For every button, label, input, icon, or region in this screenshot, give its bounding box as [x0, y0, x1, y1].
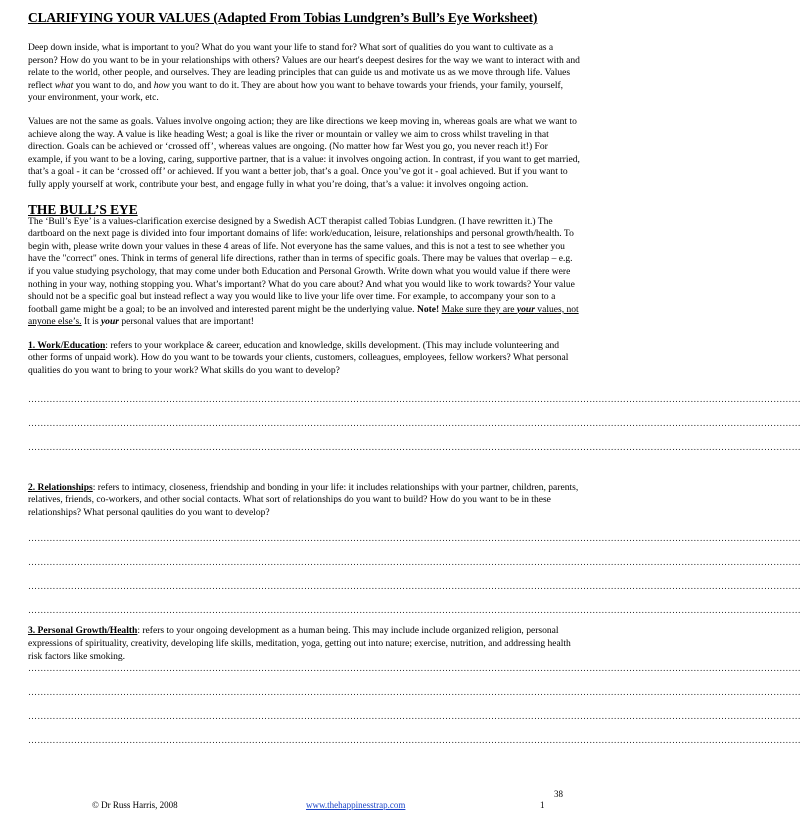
- work-answer-line-3[interactable]: ………………………………………………………………………………………………………………………………………………………………………………………………………………………………: [28, 441, 801, 452]
- relationships-answer-lines: [28, 533, 801, 616]
- personal-growth-section: 3. Personal Growth/Health: refers to your ongoing development as a human being. This may include include organized religion, personal expressions of spirituality, creativity, developing life skills, meditation, yoga, getting out into nature; exercise, nutrition, and addressing health risk factors like smoking.: [28, 625, 571, 662]
- relationships-answer-line-1[interactable]: ………………………………………………………………………………………………………………………………………………………………………………………………………………………………: [28, 533, 801, 544]
- personal-growth-heading: 3. Personal Growth/Health: [28, 625, 138, 637]
- work-answer-line-1[interactable]: ………………………………………………………………………………………………………………………………………………………………………………………………………………………………: [28, 393, 801, 404]
- work-education-heading: 1. Work/Education: [28, 339, 106, 351]
- relationships-heading: 2. Relationships: [28, 481, 93, 493]
- footer-website-link[interactable]: www.thehappinesstrap.com: [306, 800, 406, 810]
- growth-answer-line-2[interactable]: ………………………………………………………………………………………………………………………………………………………………………………………………………………………………: [28, 687, 801, 698]
- growth-answer-line-4[interactable]: ………………………………………………………………………………………………………………………………………………………………………………………………………………………………: [28, 735, 801, 746]
- intro-paragraph-values: Deep down inside, what is important to you? What do you want your life to stand for? What sort of qualities do you want to cultivate as a person? How do you want to be in your relationships with others? Values are our heart's deepest desires for the way we want to interact with and relate to the world, other people, and ourselves. They are leading principles that can guide us and motivate us as we move through life. Values reflect what you want to do, and how you want to do it. They are about how you want to behave towards your friends, your family, yourself, your environment, your work, etc.: [28, 42, 580, 104]
- bulls-eye-paragraph: The ‘Bull’s Eye’ is a values-clarification exercise designed by a Swedish ACT therapist called Tobias Lundgren. (I have rewritten it.) The dartboard on the next page is divided into four important domains of life: work/education, leisure, relationships and personal growth/health. To begin with, please write down your values in these 4 areas of life. Not everyone has the same values, and this is not a test to see whether you have the "correct" ones. Think in terms of general life directions, rather than in terms of specific goals. There may be values that overlap – e.g. if you value studying psychology, that may come under both Education and Personal Growth. Write down what you would value if there were nothing in your way, nothing stopping you. What’s important? What do you care about? And what you would like to work towards? Your value should not be a specific goal but instead reflect a way you would like to live your life over time. For example, to accompany your son to a football game might be a goal; to be an involved and interested parent might be the underlying value. Note! Make sure they are your values, not anyone else’s. It is your personal values that are important!: [28, 215, 579, 328]
- work-answer-lines: [28, 393, 801, 452]
- note-label: Note!: [416, 303, 440, 315]
- page-content: [28, 10, 801, 746]
- relationships-section: 2. Relationships: refers to intimacy, closeness, friendship and bonding in your life: it includes relationships with your partner, children, parents, relatives, friends, co-workers, and other social contacts. What sort of relationships do you want to build? How do you want to be in these relationships? What personal qaulities do you want to develop?: [28, 481, 579, 518]
- relationships-answer-line-4[interactable]: ………………………………………………………………………………………………………………………………………………………………………………………………………………………………: [28, 605, 801, 616]
- document-page-number: 38: [554, 789, 563, 799]
- work-answer-line-2[interactable]: ………………………………………………………………………………………………………………………………………………………………………………………………………………………………: [28, 417, 801, 428]
- footer-page-number: 1: [540, 800, 545, 810]
- growth-answer-line-3[interactable]: ………………………………………………………………………………………………………………………………………………………………………………………………………………………………: [28, 711, 801, 722]
- growth-answer-line-1[interactable]: ………………………………………………………………………………………………………………………………………………………………………………………………………………………………: [28, 663, 801, 674]
- page-title: CLARIFYING YOUR VALUES (Adapted From Tobias Lundgren’s Bull’s Eye Worksheet): [28, 10, 538, 25]
- relationships-answer-line-3[interactable]: ………………………………………………………………………………………………………………………………………………………………………………………………………………………………: [28, 581, 801, 592]
- personal-growth-answer-lines: [28, 663, 801, 746]
- relationships-answer-line-2[interactable]: ………………………………………………………………………………………………………………………………………………………………………………………………………………………………: [28, 557, 801, 568]
- intro-paragraph-goals: Values are not the same as goals. Values involve ongoing action; they are like directions we keep moving in, whereas goals are what we want to achieve along the way. A value is like heading West; a goal is like the river or mountain or valley we aim to cross whilst traveling in that direction. Goals can be achieved or ‘crossed off’, whereas values are ongoing. (No matter how far West you go, you never reach it!) For example, if you want to be a loving, caring, supportive partner, that is a value: it involves ongoing action. In contrast, if you want to get married, that’s a goal - it can be ‘crossed off’ or achieved. If you want a better job, that’s a goal. Once you’ve got it - goal achieved. But if you want to fully apply yourself at work, contribute your best, and engage fully in what you’re doing, that’s a value: it involves ongoing action.: [28, 115, 580, 190]
- footer-copyright: © Dr Russ Harris, 2008: [92, 800, 178, 810]
- work-education-section: 1. Work/Education: refers to your workplace & career, education and knowledge, skills development. (This may include volunteering and other forms of unpaid work). How do you want to be towards your clients, customers, colleagues, employees, fellow workers? What personal qualities do you want to bring to your work? What skills do you want to develop?: [28, 339, 569, 377]
- bulls-eye-heading: THE BULL’S EYE: [28, 201, 138, 217]
